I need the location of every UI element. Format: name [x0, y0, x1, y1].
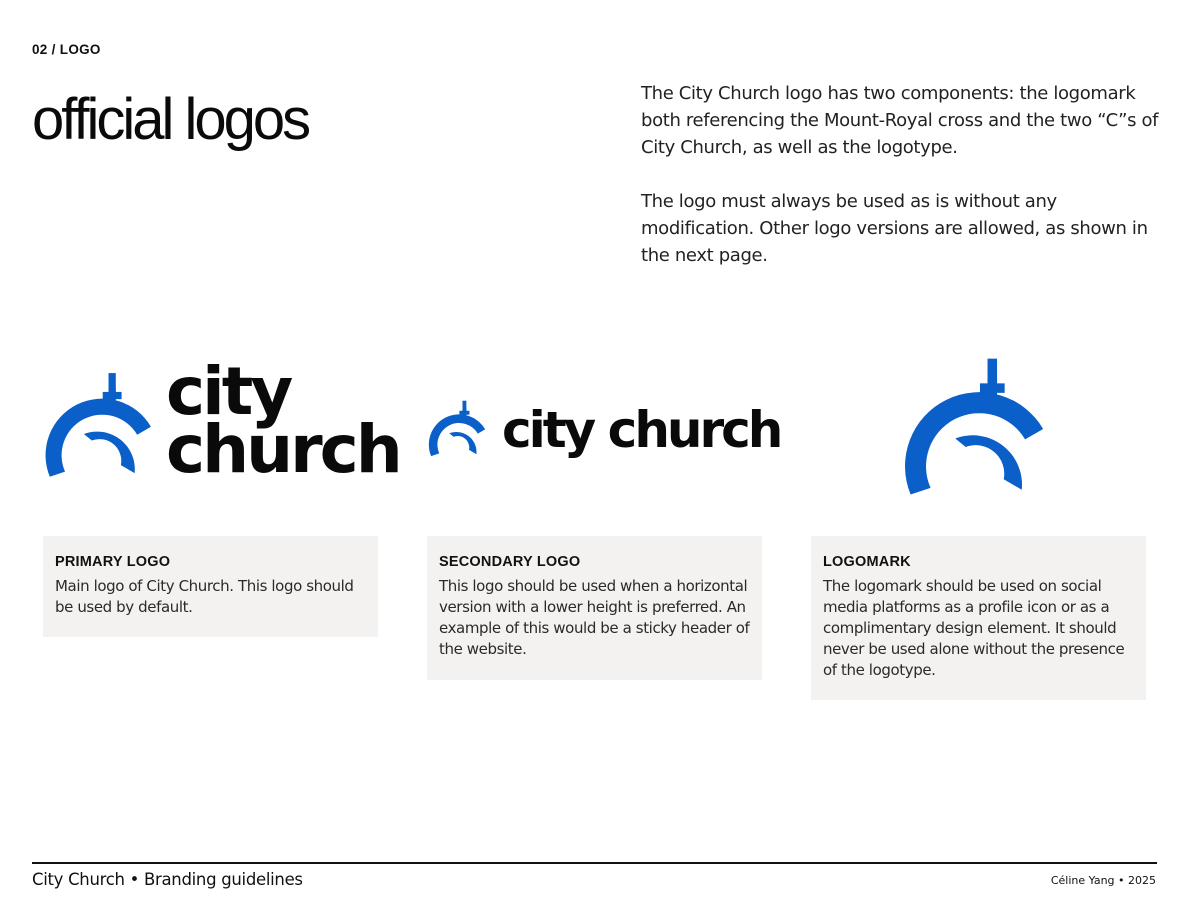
logotype-line-church: church: [166, 411, 400, 488]
arch-cross-icon: [40, 368, 164, 484]
arch-cross-icon: [900, 352, 1058, 504]
logomark-standalone: [900, 352, 1058, 504]
secondary-logomark: [425, 398, 493, 460]
card-secondary-logo: [427, 536, 762, 680]
footer-author-year: Céline Yang • 2025: [1050, 874, 1156, 887]
card-body: This logo should be used when a horizontal version with a lower height is preferred. An example of this would be a sticky header of the website.: [439, 577, 750, 658]
primary-logotype: [166, 353, 400, 488]
card-title: SECONDARY LOGO: [439, 554, 581, 570]
intro-paragraph: The City Church logo has two components: the logomark both referencing the Mount-Royal cross and the two “C”s of City Church, as well as the logotype.: [641, 83, 1159, 158]
card-title: LOGOMARK: [823, 554, 911, 570]
logotype-line-city: city: [166, 353, 291, 430]
section-label: 02 / LOGO: [32, 42, 101, 57]
card-body: The logomark should be used on social media platforms as a profile icon or as a complimentary design element. It should never be used alone without the presence of the logotype.: [823, 577, 1125, 679]
footer-divider: [32, 862, 1157, 864]
card-logomark: [811, 536, 1146, 700]
secondary-logotype: city church: [502, 401, 781, 459]
intro-text: [641, 80, 1161, 269]
page-title: official logos: [32, 87, 309, 152]
intro-paragraph: The logo must always be used as is without any modification. Other logo versions are allowed, as shown in the next page.: [641, 191, 1148, 266]
card-title: PRIMARY LOGO: [55, 554, 171, 570]
card-primary-logo: [43, 536, 378, 637]
footer-document-title: City Church • Branding guidelines: [32, 870, 303, 889]
arch-cross-icon: [425, 398, 493, 460]
primary-logomark: [40, 368, 164, 484]
card-body: Main logo of City Church. This logo should be used by default.: [55, 577, 354, 616]
